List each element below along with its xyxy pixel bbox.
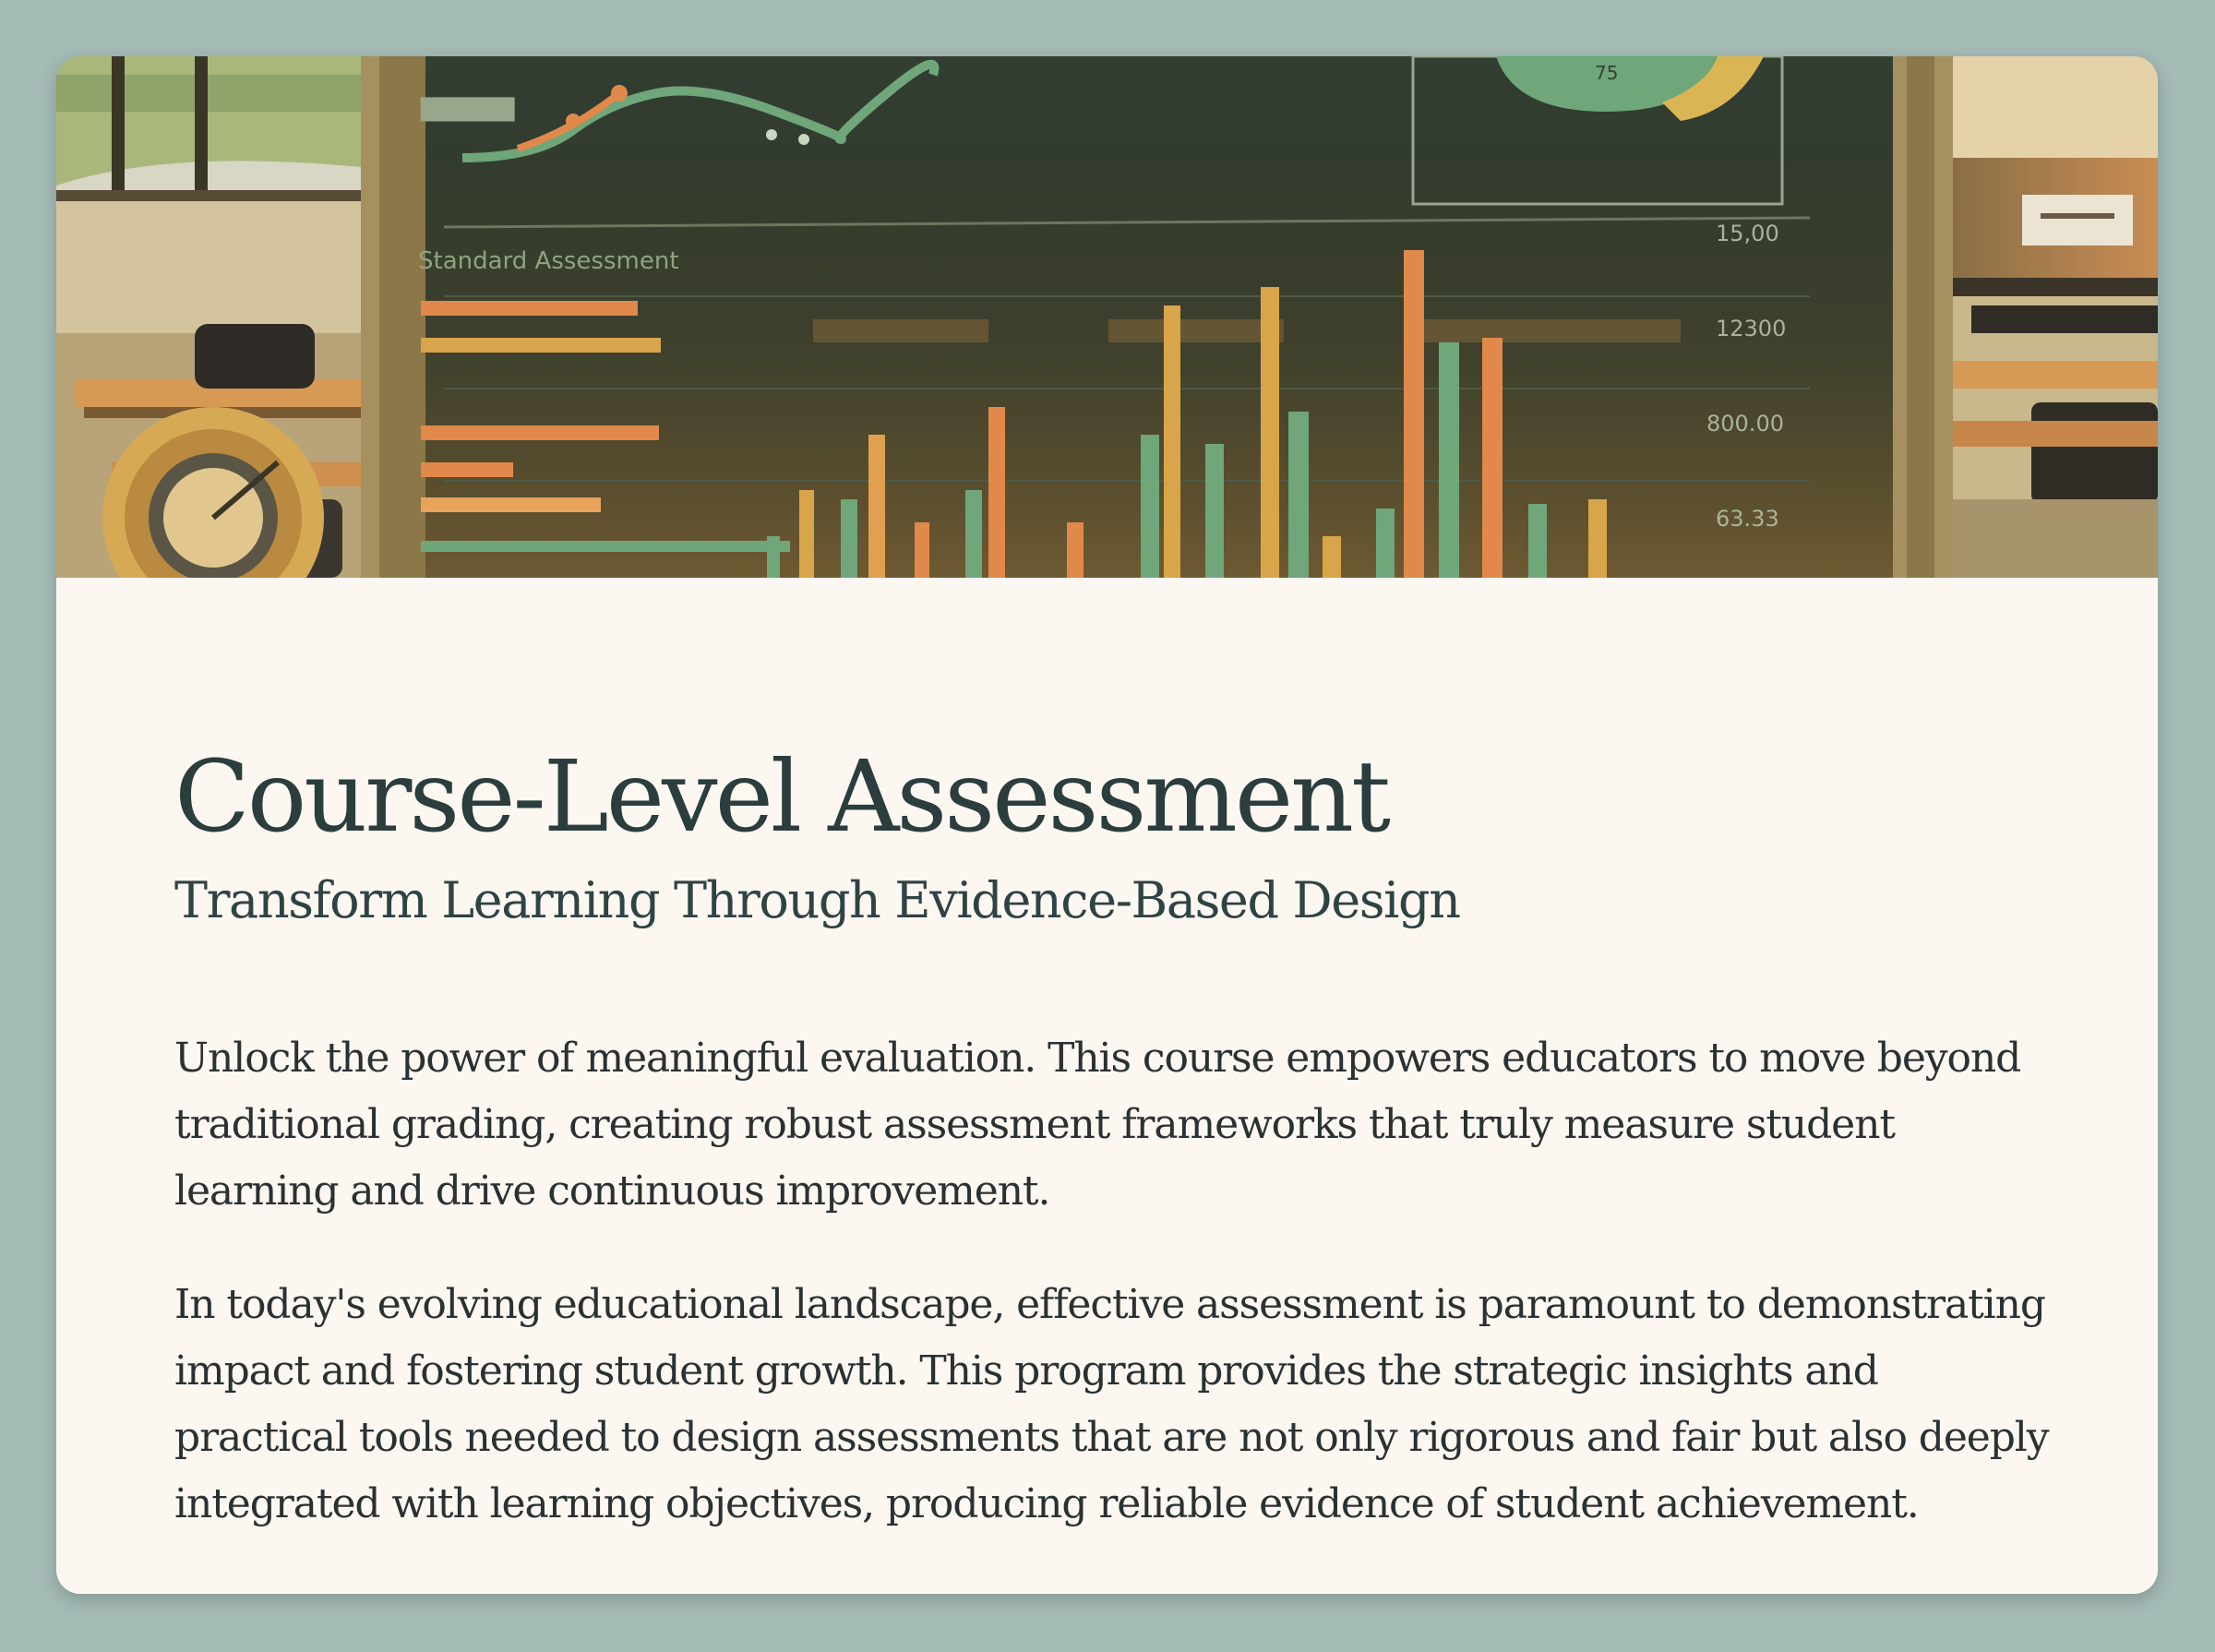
hero-illustration xyxy=(56,56,2158,578)
course-card xyxy=(56,56,2158,1594)
svg-text:63.33: 63.33 xyxy=(1716,506,1779,532)
page-subtitle: Transform Learning Through Evidence-Based Design xyxy=(174,871,1460,929)
svg-text:75: 75 xyxy=(1595,62,1619,84)
svg-text:12300: 12300 xyxy=(1716,316,1787,341)
svg-text:Standard Assessment: Standard Assessment xyxy=(418,247,679,275)
body-paragraph: In today's evolving educational landscape, effective assessment is paramount to demonstrating impact and fostering student growth. This program provides the strategic insights and practical tools needed to design assessments that are not only rigorous and fair but also deeply integrated with learning objectives, producing reliable evidence of student achievement. xyxy=(174,1281,2049,1527)
intro-paragraph: Unlock the power of meaningful evaluation. This course empowers educators to move beyond traditional grading, creating robust assessment frameworks that truly measure student learning and drive continuous improvement. xyxy=(174,1035,2021,1215)
svg-text:800.00: 800.00 xyxy=(1706,411,1784,437)
svg-text:██████: ██████ xyxy=(421,99,515,122)
page-title: Course-Level Assessment xyxy=(174,740,1389,855)
hero-image xyxy=(56,56,2158,578)
svg-text:15,00: 15,00 xyxy=(1716,221,1779,246)
